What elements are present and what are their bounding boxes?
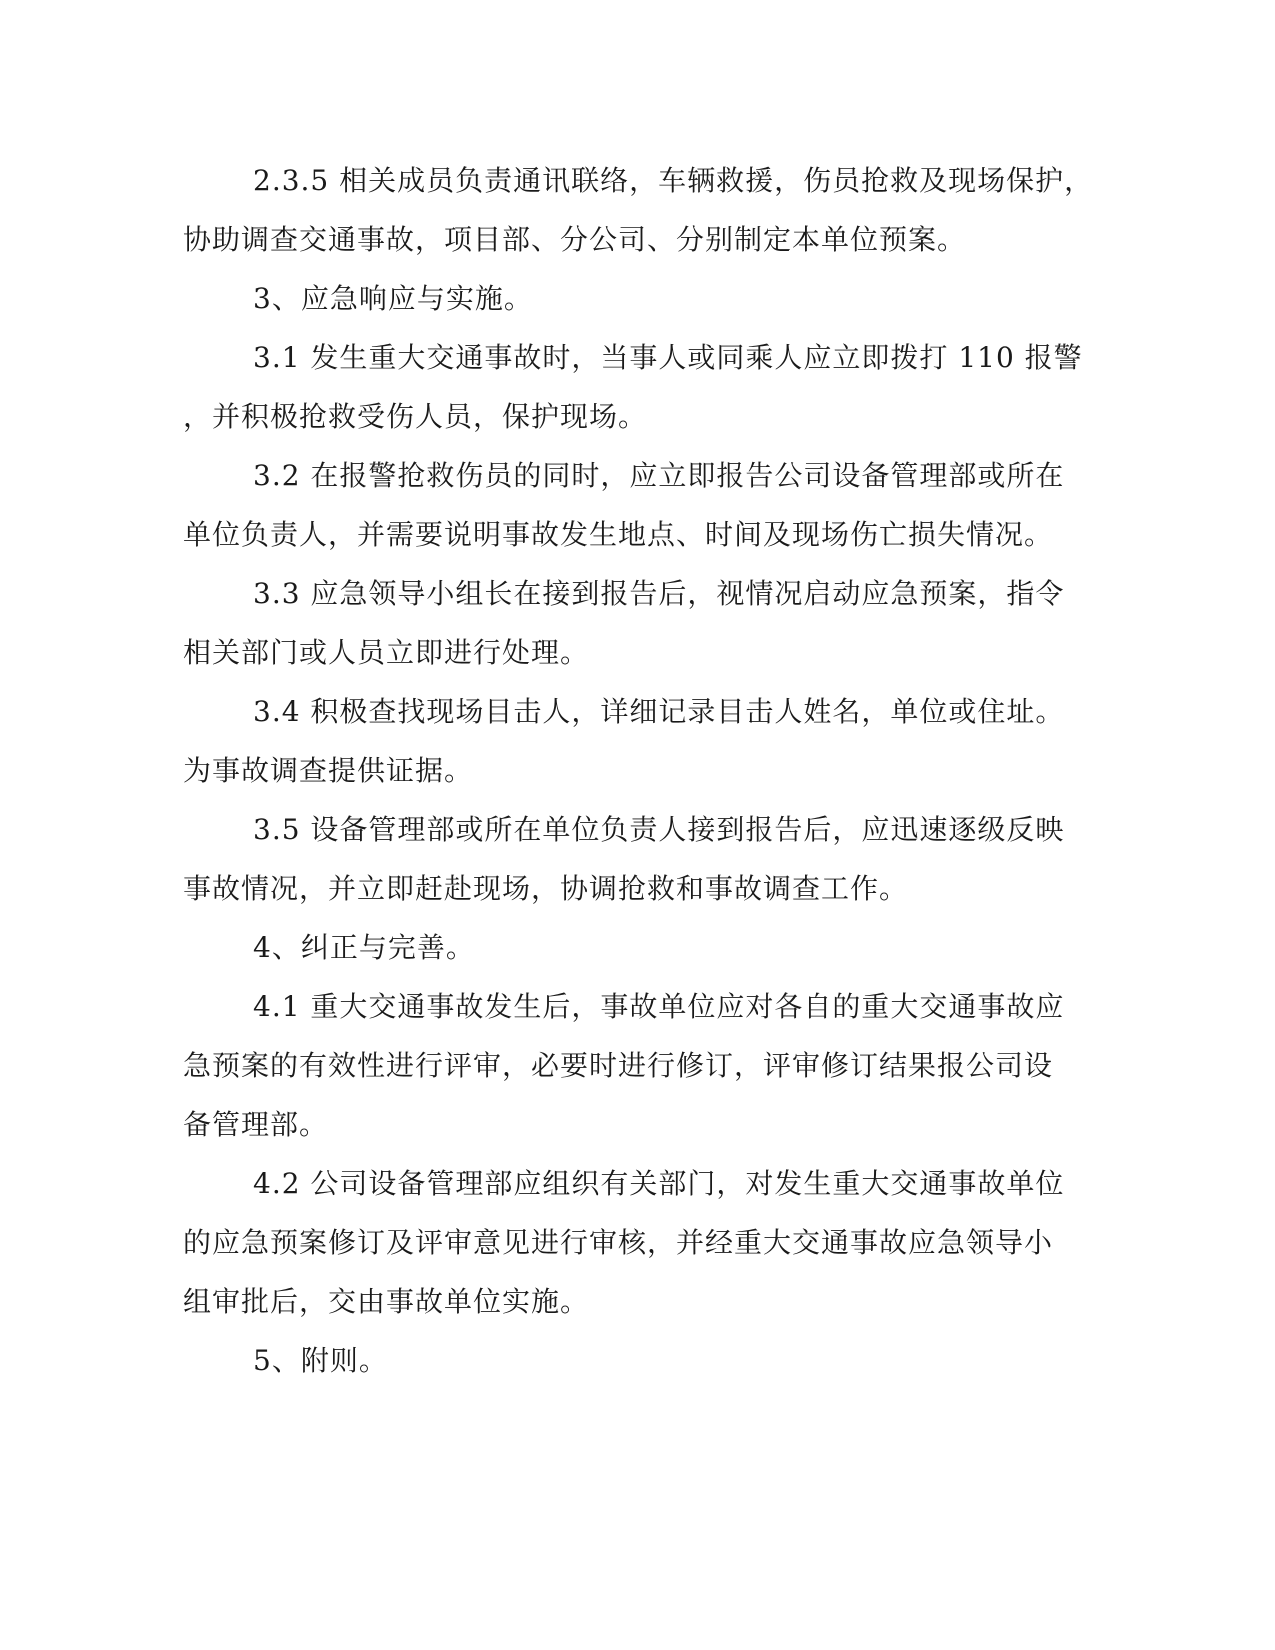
text-line-2-3-5: 2.3.5 相关成员负责通讯联络，车辆救援，伤员抢救及现场保护， <box>253 164 1094 197</box>
text-line: 为事故调查提供证据。 <box>183 754 474 787</box>
text-line-3-4: 3.4 积极查找现场目击人，详细记录目击人姓名，单位或住址。 <box>253 695 1065 728</box>
text-line-3-5: 3.5 设备管理部或所在单位负责人接到报告后，应迅速逐级反映 <box>253 813 1065 846</box>
text-line: 急预案的有效性进行评审，必要时进行修订，评审修订结果报公司设 <box>183 1049 1054 1082</box>
section-heading-5: 5、附则。 <box>253 1344 388 1377</box>
text-line: 相关部门或人员立即进行处理。 <box>183 636 590 669</box>
text-line: 协助调查交通事故，项目部、分公司、分别制定本单位预案。 <box>183 223 967 256</box>
text-line: 组审批后，交由事故单位实施。 <box>183 1285 590 1318</box>
text-line: 单位负责人，并需要说明事故发生地点、时间及现场伤亡损失情况。 <box>183 518 1054 551</box>
text-line: ，并积极抢救受伤人员，保护现场。 <box>183 400 648 433</box>
text-line-3-3: 3.3 应急领导小组长在接到报告后，视情况启动应急预案，指令 <box>253 577 1065 610</box>
text-line-4-2: 4.2 公司设备管理部应组织有关部门，对发生重大交通事故单位 <box>253 1167 1065 1200</box>
section-heading-3: 3、应急响应与实施。 <box>253 282 533 315</box>
text-line: 事故情况，并立即赶赴现场，协调抢救和事故调查工作。 <box>183 872 909 905</box>
text-line: 备管理部。 <box>183 1108 329 1141</box>
text-line: 的应急预案修订及评审意见进行审核，并经重大交通事故应急领导小 <box>183 1226 1054 1259</box>
text-line-4-1: 4.1 重大交通事故发生后，事故单位应对各自的重大交通事故应 <box>253 990 1065 1023</box>
text-line-3-1: 3.1 发生重大交通事故时，当事人或同乘人应立即拨打 110 报警 <box>253 341 1083 374</box>
text-line-3-2: 3.2 在报警抢救伤员的同时，应立即报告公司设备管理部或所在 <box>253 459 1065 492</box>
section-heading-4: 4、纠正与完善。 <box>253 931 475 964</box>
